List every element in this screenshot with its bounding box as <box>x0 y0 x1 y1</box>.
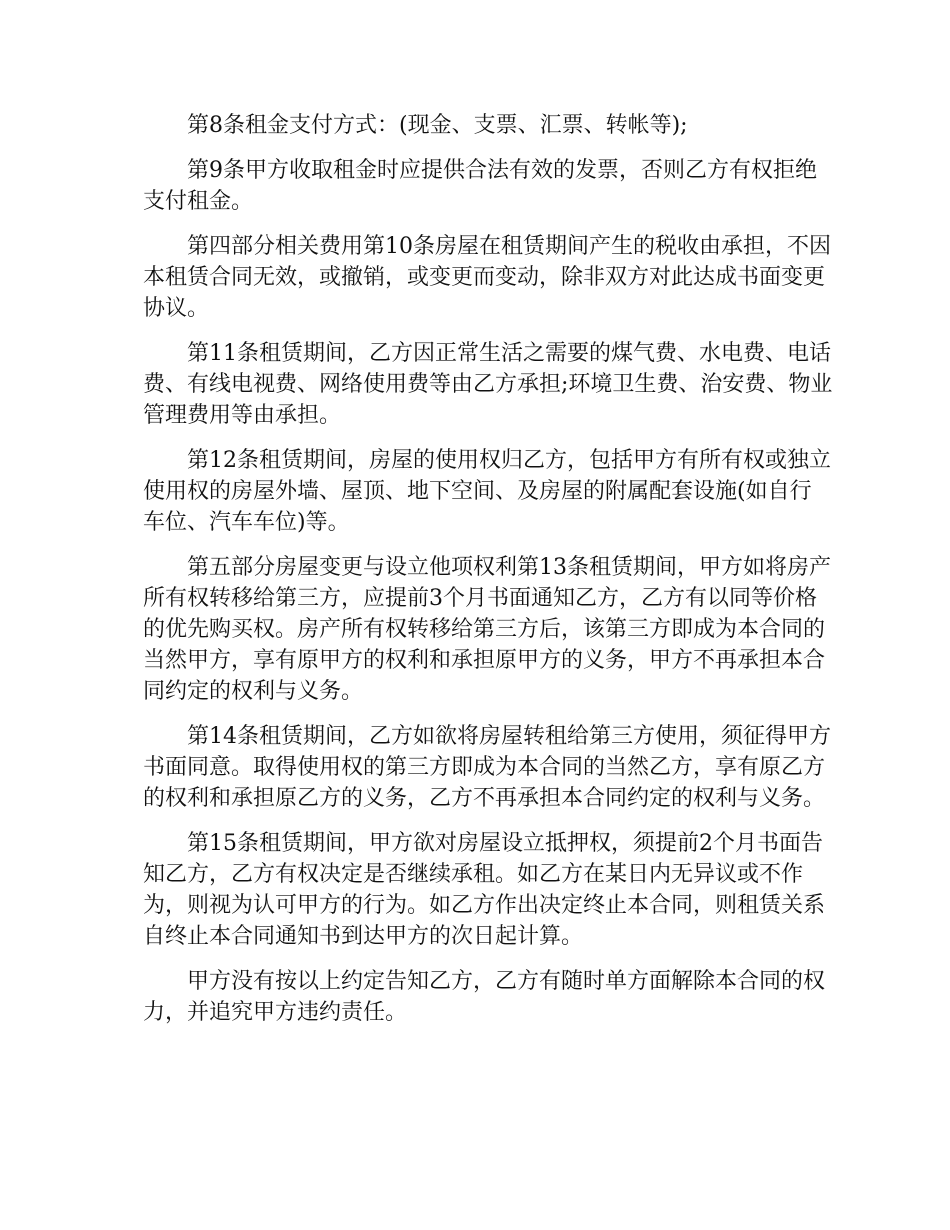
paragraph-article-10: 第四部分相关费用第10条房屋在租赁期间产生的税收由承担，不因本租赁合同无效，或撤销，或变更而变动，除非双方对此达成书面变更协议。 <box>143 234 831 321</box>
paragraph-termination-right: 甲方没有按以上约定告知乙方，乙方有随时单方面解除本合同的权力，并追究甲方违约责任。 <box>143 969 826 1025</box>
paragraph-article-8: 第8条租金支付方式：(现金、支票、汇票、转帐等); <box>187 113 688 138</box>
paragraph-article-15: 第15条租赁期间，甲方欲对房屋设立抵押权，须提前2个月书面告知乙方，乙方有权决定是否继续承租。如乙方在某日内无异议或不作为，则视为认可甲方的行为。如乙方作出决定终止本合同，则租赁关系自终止本合同通知书到达甲方的次日起计算。 <box>143 831 826 949</box>
paragraph-article-13: 第五部分房屋变更与设立他项权利第13条租赁期间，甲方如将房产所有权转移给第三方，应提前3个月书面通知乙方，乙方有以同等价格的优先购买权。房产所有权转移给第三方后，该第三方即成为本合同的当然甲方，享有原甲方的权利和承担原甲方的义务，甲方不再承担本合同约定的权利与义务。 <box>143 555 831 704</box>
document-page <box>143 110 833 1042</box>
paragraph-article-12: 第12条租赁期间，房屋的使用权归乙方，包括甲方有所有权或独立使用权的房屋外墙、屋顶、地下空间、及房屋的附属配套设施(如自行车位、汽车车位)等。 <box>143 448 831 535</box>
paragraph-article-11: 第11条租赁期间，乙方因正常生活之需要的煤气费、水电费、电话费、有线电视费、网络使用费等由乙方承担;环境卫生费、治安费、物业管理费用等由承担。 <box>143 341 833 428</box>
paragraph-article-14: 第14条租赁期间，乙方如欲将房屋转租给第三方使用，须征得甲方书面同意。取得使用权的第三方即成为本合同的当然乙方，享有原乙方的权利和承担原乙方的义务，乙方不再承担本合同约定的权利与义务。 <box>143 724 831 811</box>
paragraph-article-9: 第9条甲方收取租金时应提供合法有效的发票，否则乙方有权拒绝支付租金。 <box>143 158 817 214</box>
